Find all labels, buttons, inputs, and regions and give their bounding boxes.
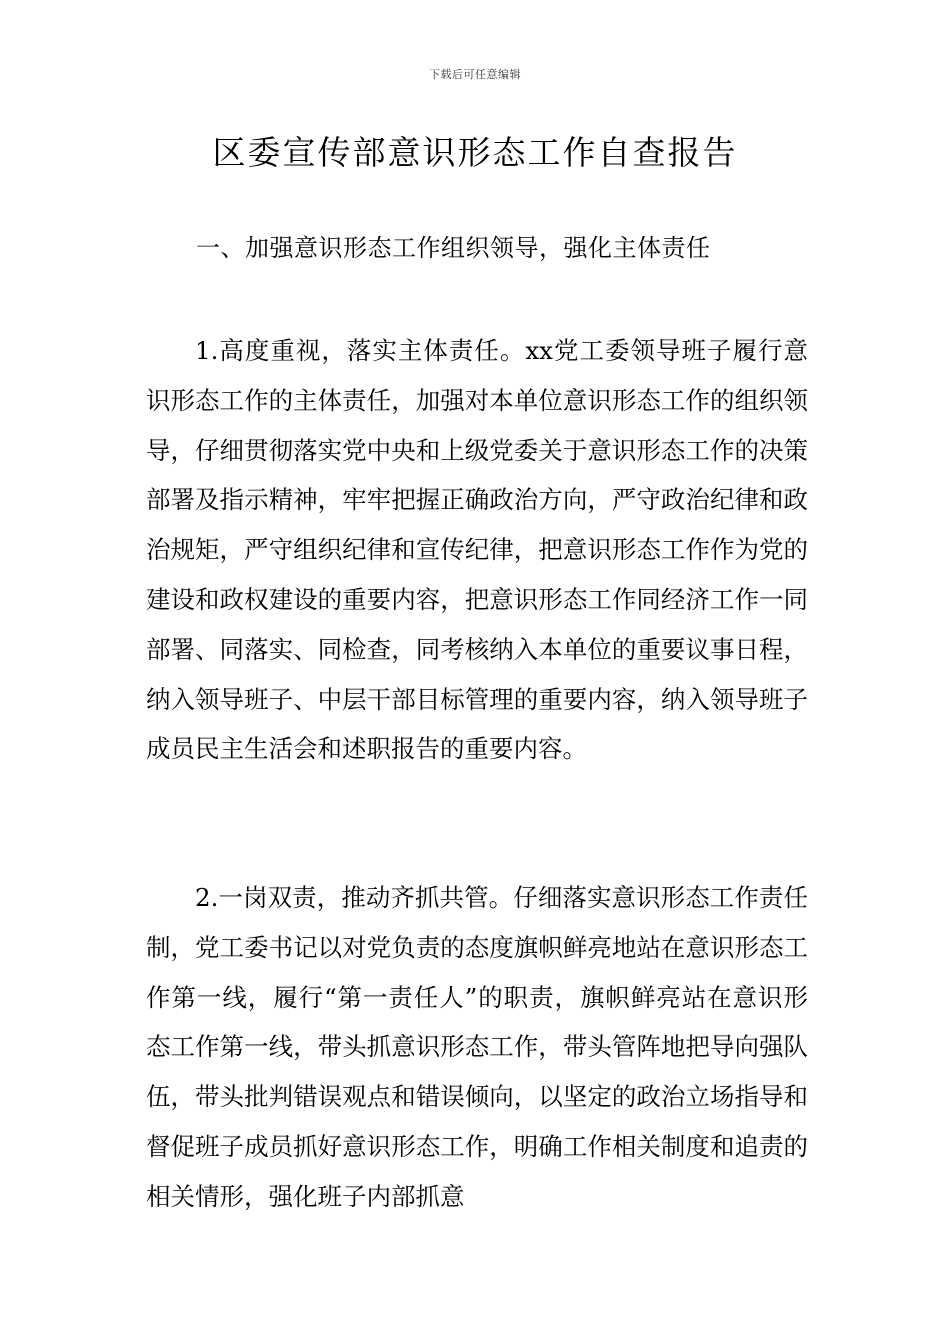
header-note: 下载后可任意编辑: [429, 68, 521, 81]
paragraph-2: 2.一岗双责，推动齐抓共管。仔细落实意识形态工作责任制，党工委书记以对党负责的态度旗帜鲜亮地站在意识形态工作第一线，履行“第一责任人”的职责，旗帜鲜亮站在意识形态工作第一线，带头抓意识形态工作，带头管阵地把导向强队伍，带头批判错误观点和错误倾向，以坚定的政治立场指导和督促班子成员抓好意识形态工作，明确工作相关制度和追责的相关情形，强化班子内部抓意: [146, 883, 808, 1211]
section-heading: 一、加强意识形态工作组织领导，强化主体责任: [196, 234, 711, 262]
document-title: 区委宣传部意识形态工作自查报告: [212, 133, 738, 172]
paragraph-1: 1.高度重视，落实主体责任。xx党工委领导班子履行意识形态工作的主体责任，加强对本单位意识形态工作的组织领导，仔细贯彻落实党中央和上级党委关于意识形态工作的决策部署及指示精神，牢牢把握正确政治方向，严守政治纪律和政治规矩，严守组织纪律和宣传纪律，把意识形态工作作为党的建设和政权建设的重要内容，把意识形态工作同经济工作一同部署、同落实、同检查，同考核纳入本单位的重要议事日程，纳入领导班子、中层干部目标管理的重要内容，纳入领导班子成员民主生活会和述职报告的重要内容。: [146, 336, 808, 764]
